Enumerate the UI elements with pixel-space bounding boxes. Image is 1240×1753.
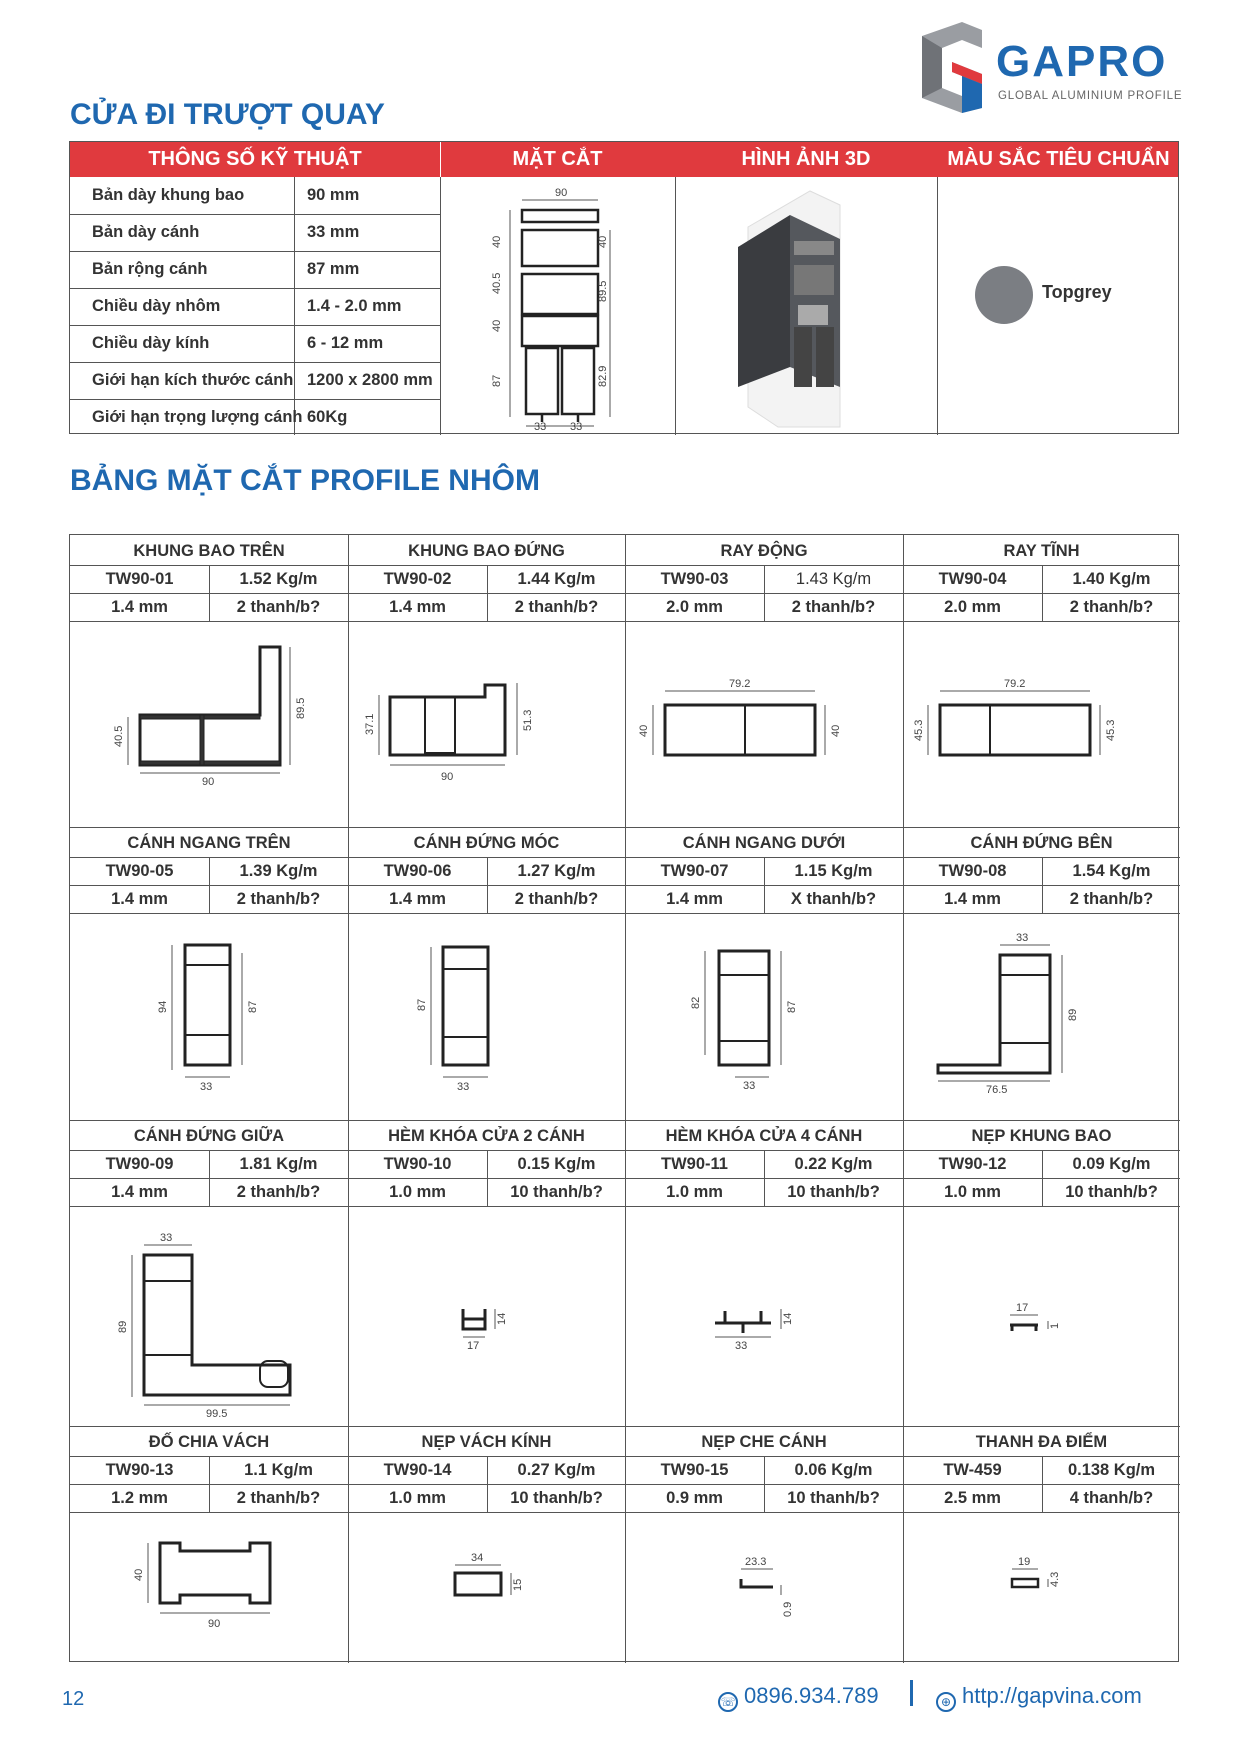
profile-3d-image	[730, 187, 890, 432]
spec-value: 1200 x 2800 mm	[307, 371, 433, 389]
profile-thickness: 0.9 mm	[666, 1489, 723, 1507]
dim-label: 14	[782, 1312, 794, 1325]
footer-divider	[910, 1680, 913, 1706]
profile-code: TW90-03	[660, 570, 729, 588]
dim-label: 40	[830, 724, 842, 737]
spec-key: Chiều dày nhôm	[92, 297, 221, 315]
profile-name: NẸP VÁCH KÍNH	[421, 1433, 552, 1451]
brand-logo	[912, 18, 1183, 113]
profile-name: NẸP CHE CÁNH	[701, 1433, 827, 1451]
profile-pack: 2 thanh/b?	[1069, 890, 1154, 908]
profile-pack: 2 thanh/b?	[791, 598, 876, 616]
spec-row	[70, 362, 440, 399]
profile-name: NẸP KHUNG BAO	[971, 1127, 1112, 1145]
profile-code: TW90-13	[105, 1461, 174, 1479]
dim-label: 40	[133, 1568, 145, 1581]
profile-drawing	[625, 1225, 855, 1405]
dim-label: 90	[202, 776, 215, 788]
profile-code: TW90-05	[105, 862, 174, 880]
profile-weight: 1.15 Kg/m	[794, 862, 873, 880]
dim-label: 33	[200, 1081, 213, 1093]
profile-drawing	[345, 635, 575, 785]
profile-name: ĐỐ CHIA VÁCH	[148, 1433, 270, 1451]
profile-thickness: 1.0 mm	[389, 1183, 446, 1201]
globe-icon: ⊕	[936, 1692, 956, 1712]
profile-thickness: 1.4 mm	[389, 598, 446, 616]
dim-label: 90	[208, 1618, 221, 1630]
profile-name: THANH ĐA ĐIỂM	[975, 1433, 1108, 1451]
profile-pack: 10 thanh/b?	[510, 1489, 603, 1507]
dim-label: 33	[1016, 932, 1029, 944]
profile-name: CÁNH ĐỨNG BÊN	[970, 834, 1113, 852]
profile-drawing	[900, 925, 1130, 1095]
dim-label: 82	[690, 996, 702, 1009]
profile-name: KHUNG BAO ĐỨNG	[408, 542, 565, 560]
profile-weight: 1.43 Kg/m	[795, 570, 872, 588]
profile-code: TW90-11	[661, 1155, 728, 1173]
profile-name: CÁNH ĐỨNG GIỮA	[133, 1127, 285, 1145]
profile-weight: 1.54 Kg/m	[1072, 862, 1151, 880]
profile-drawing	[900, 635, 1130, 785]
color-swatch	[975, 266, 1033, 324]
dim-label: 45.3	[1105, 719, 1117, 741]
profile-weight: 1.39 Kg/m	[239, 862, 318, 880]
profile-weight: 1.44 Kg/m	[517, 570, 596, 588]
spec-header-color: MÀU SẮC TIÊU CHUẨN	[947, 148, 1170, 170]
page-title: CỬA ĐI TRƯỢT QUAY	[70, 98, 385, 131]
dim-label: 0.9	[782, 1601, 794, 1617]
profile-table-title: BẢNG MẶT CẮT PROFILE NHÔM	[70, 464, 540, 497]
profile-code: TW90-04	[938, 570, 1007, 588]
dim-label: 90	[555, 187, 568, 199]
dim-label: 40	[491, 235, 503, 248]
profile-code: TW90-12	[938, 1155, 1007, 1173]
dim-label: 87	[491, 374, 503, 387]
dim-label: 17	[467, 1340, 480, 1352]
dim-label: 90	[441, 771, 454, 783]
profile-weight: 0.22 Kg/m	[794, 1155, 873, 1173]
profile-thickness: 1.0 mm	[944, 1183, 1001, 1201]
spec-value: 90 mm	[307, 186, 360, 204]
dim-label: 76.5	[986, 1084, 1008, 1096]
dim-label: 34	[471, 1552, 484, 1564]
dim-label: 23.3	[745, 1556, 767, 1568]
brand-name: GAPRO	[996, 37, 1168, 86]
profile-code: TW90-14	[383, 1461, 452, 1479]
profile-drawing	[345, 1225, 575, 1405]
brand-tagline: GLOBAL ALUMINIUM PROFILE	[998, 90, 1183, 102]
profile-pack: 2 thanh/b?	[514, 890, 599, 908]
section-drawing	[470, 182, 650, 432]
profile-pack: 4 thanh/b?	[1069, 1489, 1154, 1507]
spec-key: Bản dày cánh	[92, 223, 200, 241]
profile-drawing	[625, 1525, 855, 1655]
gapro-logo-icon	[912, 18, 992, 113]
dim-label: 1	[1049, 1322, 1061, 1329]
profile-name: HÈM KHÓA CỬA 4 CÁNH	[665, 1127, 863, 1145]
profile-weight: 1.27 Kg/m	[517, 862, 596, 880]
phone-number: 0896.934.789	[744, 1683, 879, 1708]
profile-code: TW90-08	[938, 862, 1007, 880]
spec-key: Giới hạn trọng lượng cánh	[92, 408, 303, 426]
dim-label: 40	[638, 724, 650, 737]
profile-code: TW90-09	[105, 1155, 174, 1173]
profile-code: TW90-02	[383, 570, 452, 588]
dim-label: 17	[1016, 1302, 1029, 1314]
profile-weight: 1.52 Kg/m	[239, 570, 318, 588]
profile-weight: 1.1 Kg/m	[244, 1461, 313, 1479]
spec-key: Chiều dày kính	[92, 334, 210, 352]
profile-thickness: 1.0 mm	[389, 1489, 446, 1507]
profile-pack: 10 thanh/b?	[787, 1183, 880, 1201]
phone-icon: ☏	[718, 1692, 738, 1712]
profile-name: HÈM KHÓA CỬA 2 CÁNH	[388, 1127, 585, 1145]
page-number: 12	[62, 1688, 85, 1710]
spec-key: Bản dày khung bao	[92, 186, 245, 204]
spec-value: 6 - 12 mm	[307, 334, 384, 352]
profile-drawing	[90, 1525, 320, 1655]
dim-label: 40	[597, 235, 609, 248]
profile-thickness: 1.4 mm	[666, 890, 723, 908]
profile-thickness: 1.4 mm	[111, 598, 168, 616]
profile-thickness: 1.4 mm	[389, 890, 446, 908]
profile-thickness: 1.4 mm	[111, 890, 168, 908]
profile-drawing	[625, 925, 855, 1095]
profile-name: CÁNH NGANG DƯỚI	[682, 834, 846, 852]
dim-label: 33	[743, 1080, 756, 1092]
profile-drawing	[90, 635, 320, 788]
dim-label: 89.5	[295, 697, 307, 719]
profile-thickness: 1.2 mm	[111, 1489, 168, 1507]
profile-thickness: 2.0 mm	[944, 598, 1001, 616]
profile-pack: 2 thanh/b?	[236, 890, 321, 908]
profile-code: TW90-15	[660, 1461, 729, 1479]
dim-label: 33	[457, 1081, 470, 1093]
profile-pack: 10 thanh/b?	[787, 1489, 880, 1507]
profile-thickness: 1.0 mm	[666, 1183, 723, 1201]
spec-value: 87 mm	[307, 260, 360, 278]
dim-label: 40	[491, 319, 503, 332]
spec-header-section: MẶT CẮT	[512, 148, 603, 170]
profile-pack: 2 thanh/b?	[1069, 598, 1154, 616]
profile-thickness: 2.0 mm	[666, 598, 723, 616]
footer-website[interactable]	[936, 1683, 1142, 1712]
website-url: http://gapvina.com	[962, 1683, 1142, 1708]
dim-label: 45.3	[913, 719, 925, 741]
dim-label: 19	[1018, 1556, 1031, 1568]
profile-drawing	[90, 925, 320, 1095]
spec-key: Bản rộng cánh	[92, 260, 208, 278]
profile-weight: 0.09 Kg/m	[1072, 1155, 1151, 1173]
spec-value: 60Kg	[307, 408, 348, 426]
color-name: Topgrey	[1042, 282, 1112, 302]
profile-thickness: 1.4 mm	[944, 890, 1001, 908]
profile-code: TW90-10	[383, 1155, 452, 1173]
profile-name: CÁNH NGANG TRÊN	[127, 834, 291, 852]
spec-value: 1.4 - 2.0 mm	[307, 297, 402, 315]
spec-row	[70, 399, 440, 436]
profile-pack: 2 thanh/b?	[236, 1489, 321, 1507]
profile-thickness: 1.4 mm	[111, 1183, 168, 1201]
profile-code: TW90-01	[105, 570, 174, 588]
profile-code: TW90-07	[660, 862, 729, 880]
profile-weight: 0.15 Kg/m	[517, 1155, 596, 1173]
dim-label: 87	[786, 1000, 798, 1013]
dim-label: 99.5	[206, 1408, 228, 1420]
profile-drawing	[345, 1525, 575, 1655]
spec-table	[69, 141, 1179, 434]
dim-label: 37.1	[364, 713, 376, 735]
profile-drawing	[345, 925, 575, 1095]
profile-pack: 2 thanh/b?	[514, 598, 599, 616]
profile-pack: 10 thanh/b?	[510, 1183, 603, 1201]
dim-label: 94	[157, 1000, 169, 1013]
dim-label: 15	[512, 1578, 524, 1591]
profile-drawing	[90, 1225, 320, 1420]
profile-thickness: 2.5 mm	[944, 1489, 1001, 1507]
spec-header-specs: THÔNG SỐ KỸ THUẬT	[148, 148, 362, 170]
dim-label: 87	[247, 1000, 259, 1013]
dim-label: 89	[117, 1320, 129, 1333]
dim-label: 14	[496, 1312, 508, 1325]
spec-table-header	[70, 142, 1178, 177]
profile-code: TW-459	[943, 1461, 1002, 1479]
dim-label: 79.2	[729, 678, 751, 690]
dim-label: 82.9	[597, 365, 609, 387]
dim-label: 4.3	[1049, 1571, 1061, 1587]
dim-label: 33	[534, 421, 547, 433]
profile-weight: 1.40 Kg/m	[1072, 570, 1151, 588]
profile-drawing	[900, 1225, 1130, 1405]
profile-weight: 0.06 Kg/m	[794, 1461, 873, 1479]
dim-label: 79.2	[1004, 678, 1026, 690]
spec-row	[70, 325, 440, 362]
profile-name: RAY ĐỘNG	[720, 542, 808, 560]
profile-pack: 2 thanh/b?	[236, 598, 321, 616]
profile-pack: X thanh/b?	[790, 890, 877, 908]
dim-label: 40.5	[491, 272, 503, 294]
profile-name: KHUNG BAO TRÊN	[133, 542, 285, 560]
profile-pack: 10 thanh/b?	[1065, 1183, 1158, 1201]
profile-name: CÁNH ĐỨNG MÓC	[413, 834, 560, 852]
dim-label: 51.3	[522, 709, 534, 731]
profile-code: TW90-06	[383, 862, 452, 880]
spec-row	[70, 251, 440, 288]
spec-key: Giới hạn kích thước cánh	[92, 371, 294, 389]
dim-label: 87	[416, 998, 428, 1011]
dim-label: 89	[1067, 1008, 1079, 1021]
profile-weight: 1.81 Kg/m	[239, 1155, 318, 1173]
spec-value: 33 mm	[307, 223, 360, 241]
footer-phone[interactable]	[718, 1683, 879, 1712]
profile-pack: 2 thanh/b?	[236, 1183, 321, 1201]
profile-table	[69, 534, 1179, 1662]
profile-weight: 0.138 Kg/m	[1067, 1461, 1156, 1479]
profile-drawing	[900, 1525, 1130, 1655]
dim-label: 89.5	[597, 280, 609, 302]
spec-row	[70, 288, 440, 325]
spec-header-3d: HÌNH ẢNH 3D	[741, 148, 871, 170]
profile-weight: 0.27 Kg/m	[517, 1461, 596, 1479]
spec-row	[70, 177, 440, 214]
spec-row	[70, 214, 440, 251]
dim-label: 33	[570, 421, 583, 433]
dim-label: 33	[735, 1340, 748, 1352]
dim-label: 40.5	[113, 725, 125, 747]
dim-label: 33	[160, 1232, 173, 1244]
profile-name: RAY TĨNH	[1003, 542, 1080, 560]
profile-drawing	[625, 635, 855, 785]
